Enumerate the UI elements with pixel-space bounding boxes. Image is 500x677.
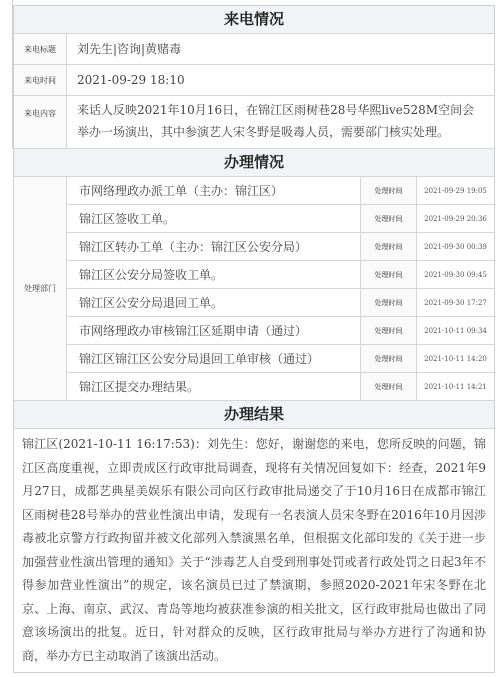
call-title-label: 来电标题 [14, 34, 67, 64]
processing-item-text: 锦江区签收工单。 [67, 205, 361, 232]
processing-item-text: 锦江区公安分局退回工单。 [67, 289, 361, 316]
result-title: 办理结果 [14, 401, 494, 429]
processing-item-time: 2021-09-29 19:05 [424, 186, 487, 195]
processing-item-text: 锦江区转办工单（主办：锦江区公安分局） [67, 233, 361, 260]
processing-item-time: 2021-10-11 14:20 [424, 354, 487, 363]
call-time-value: 2021-09-29 18:10 [77, 73, 185, 87]
processing-item [67, 261, 494, 289]
call-title-row [14, 34, 494, 65]
left-edge-rule [0, 0, 13, 148]
processing-list [67, 177, 494, 400]
result-text: 锦江区(2021-10-11 16:17:53)：刘先生：您好，谢谢您的来电，您所反映的问题，锦江区高度重视，立即责成区行政审批局调查，现将有关情况回复如下：经查，2021年9月27日，成都艺典星美娱乐有限公司向区行政审批局递交了于10月16日在成都市锦江区雨树巷28号举办的营业性演出申请，发现有一名表演人员宋冬野在2016年10月因涉毒被北京警方行政拘留并被文化部列入禁演黑名单，但根据文化部印发的《关于进一步加强营业性演出管理的通知》关于“涉毒艺人自受到刑事处罚或者行政处罚之日起3年不得参加营业性演出”的规定，该名演员已过了禁演期，参照2020-2021年宋冬野在北京、上海、南京、武汉、青岛等地均被获准参演的相关批文，区行政审批局也做出了同意该场演出的批复。近日，针对群众的反映，区行政审批局与举办方进行了沟通和协商，举办方已主动取消了该演出活动。 [22, 437, 486, 663]
processing-item-time: 2021-09-30 17:27 [424, 298, 487, 307]
processing-item-time: 2021-09-30 00:39 [424, 242, 487, 251]
processing-time-label: 处理时间 [361, 373, 417, 400]
processing-item [67, 317, 494, 345]
call-time-label: 来电时间 [14, 65, 67, 95]
call-content-value: 来话人反映2021年10月16日，在锦江区雨树巷28号华熙live528M空间会举办一场演出，其中参演艺人宋冬野是吸毒人员，需要部门核实处理。 [77, 103, 475, 139]
processing-item-text: 市网络理政办审核锦江区延期申请（通过） [67, 317, 361, 344]
processing-item [67, 177, 494, 205]
processing-item [67, 345, 494, 373]
processing-time-label: 处理时间 [361, 205, 417, 232]
processing-item-time: 2021-10-11 14:21 [424, 382, 487, 391]
processing-table [14, 177, 494, 401]
call-title-value: 刘先生|咨询|黄赌毒 [77, 42, 182, 56]
processing-time-label: 处理时间 [361, 261, 417, 288]
processing-time-label: 处理时间 [361, 177, 417, 204]
processing-item [67, 289, 494, 317]
processing-item-text: 锦江区锦江区公安分局退回工单审核（通过） [67, 345, 361, 372]
call-content-row [14, 96, 494, 149]
processing-time-label: 处理时间 [361, 233, 417, 260]
processing-item [67, 373, 494, 400]
processing-dept-label: 处理部门 [14, 177, 67, 400]
processing-item-text: 市网络理政办派工单（主办：锦江区） [67, 177, 361, 204]
call-content-label: 来电内容 [14, 96, 67, 148]
processing-item-time: 2021-10-11 09:34 [424, 326, 487, 335]
processing-time-label: 处理时间 [361, 345, 417, 372]
processing-item-time: 2021-09-30 09:45 [424, 270, 487, 279]
processing-item [67, 233, 494, 261]
processing-time-label: 处理时间 [361, 289, 417, 316]
case-form [13, 5, 495, 673]
processing-item-text: 锦江区提交办理结果。 [67, 373, 361, 400]
call-info-title: 来电情况 [14, 6, 494, 34]
processing-item-time: 2021-09-29 20:36 [424, 214, 487, 223]
processing-time-label: 处理时间 [361, 317, 417, 344]
processing-item-text: 锦江区公安分局签收工单。 [67, 261, 361, 288]
processing-title: 办理情况 [14, 149, 494, 177]
processing-item [67, 205, 494, 233]
call-time-row [14, 65, 494, 96]
